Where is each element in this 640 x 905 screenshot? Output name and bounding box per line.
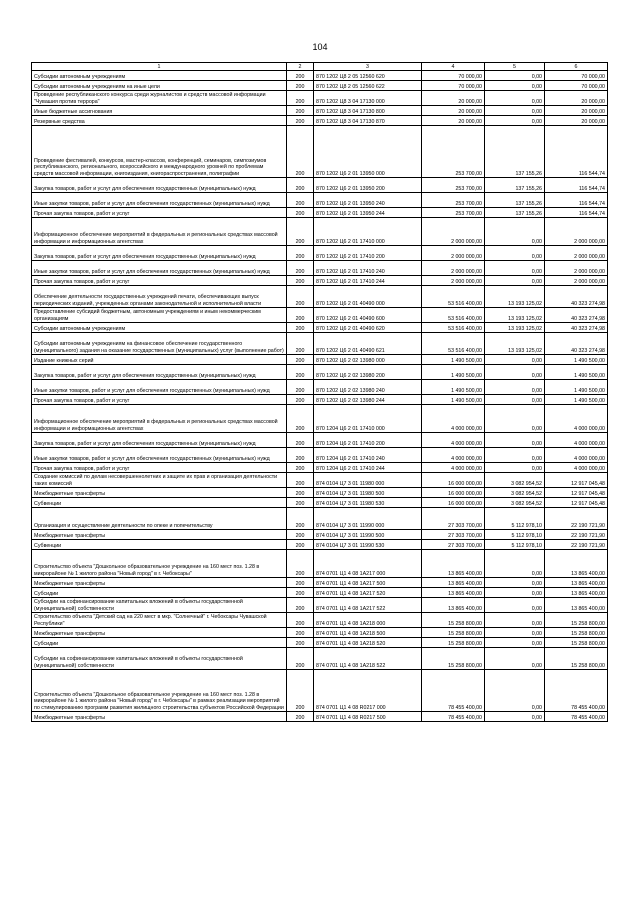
row-executed-amount-cell: 0,00	[485, 588, 545, 598]
row-budget-code-cell: 870 1202 Ц8 3 04 17130 000	[314, 91, 422, 106]
table-row	[32, 193, 608, 208]
column-header: 1	[32, 63, 287, 71]
row-admin-code-cell: 200	[287, 448, 314, 463]
row-budget-code-cell: 870 1202 Ц6 2 01 40490 621	[314, 333, 422, 355]
column-header: 2	[287, 63, 314, 71]
table-row	[32, 333, 608, 355]
row-remaining-amount-cell: 1 490 500,00	[545, 380, 608, 395]
row-name-cell: Строительство объекта "Детский сад на 220 мест в мкр. "Солнечный" г. Чебоксары Чувашской Республики"	[32, 613, 287, 628]
row-executed-amount-cell: 3 082 954,52	[485, 488, 545, 498]
row-executed-amount-cell: 5 112 978,10	[485, 508, 545, 530]
row-planned-amount-cell: 53 516 400,00	[422, 323, 485, 333]
row-executed-amount-cell: 0,00	[485, 395, 545, 405]
row-executed-amount-cell: 0,00	[485, 355, 545, 365]
row-budget-code-cell: 870 1204 Ц6 2 01 17410 000	[314, 405, 422, 433]
table-row	[32, 106, 608, 116]
row-name-cell: Субсидии	[32, 588, 287, 598]
row-executed-amount-cell: 0,00	[485, 380, 545, 395]
row-planned-amount-cell: 4 000 000,00	[422, 463, 485, 473]
row-name-cell: Иные закупки товаров, работ и услуг для обеспечения государственных (муниципальных) нужд	[32, 448, 287, 463]
row-remaining-amount-cell: 15 258 800,00	[545, 648, 608, 670]
row-admin-code-cell: 200	[287, 613, 314, 628]
table-row	[32, 395, 608, 405]
table-row	[32, 91, 608, 106]
row-admin-code-cell: 200	[287, 246, 314, 261]
row-planned-amount-cell: 2 000 000,00	[422, 261, 485, 276]
row-name-cell: Субвенции	[32, 498, 287, 508]
row-name-cell: Субсидии автономным учреждениям на иные цели	[32, 81, 287, 91]
row-remaining-amount-cell: 4 000 000,00	[545, 463, 608, 473]
row-executed-amount-cell: 5 112 978,10	[485, 530, 545, 540]
column-header: 6	[545, 63, 608, 71]
table-row	[32, 488, 608, 498]
row-executed-amount-cell: 0,00	[485, 218, 545, 246]
row-admin-code-cell: 200	[287, 550, 314, 578]
row-name-cell: Субвенции	[32, 540, 287, 550]
row-planned-amount-cell: 20 000,00	[422, 116, 485, 126]
row-admin-code-cell: 200	[287, 333, 314, 355]
row-name-cell: Субсидии автономным учреждениям	[32, 71, 287, 81]
row-budget-code-cell: 874 0701 Ц1 4 08 1А217 000	[314, 550, 422, 578]
row-remaining-amount-cell: 116 544,74	[545, 193, 608, 208]
row-remaining-amount-cell: 13 865 400,00	[545, 550, 608, 578]
row-remaining-amount-cell: 40 323 274,98	[545, 333, 608, 355]
row-remaining-amount-cell: 116 544,74	[545, 208, 608, 218]
row-budget-code-cell: 874 0104 Ц7 3 01 11990 000	[314, 508, 422, 530]
table-header-row	[32, 63, 608, 71]
row-planned-amount-cell: 15 258 800,00	[422, 638, 485, 648]
row-budget-code-cell: 870 1202 Ц8 3 04 17130 800	[314, 106, 422, 116]
row-remaining-amount-cell: 15 258 800,00	[545, 628, 608, 638]
table-row	[32, 498, 608, 508]
row-admin-code-cell: 200	[287, 276, 314, 286]
row-planned-amount-cell: 13 865 400,00	[422, 578, 485, 588]
table-row	[32, 712, 608, 722]
row-planned-amount-cell: 1 490 500,00	[422, 365, 485, 380]
row-executed-amount-cell: 0,00	[485, 613, 545, 628]
table-row	[32, 218, 608, 246]
row-name-cell: Закупка товаров, работ и услуг для обеспечения государственных (муниципальных) нужд	[32, 365, 287, 380]
row-admin-code-cell: 200	[287, 126, 314, 178]
row-budget-code-cell: 870 1202 Ц6 2 01 17410 000	[314, 218, 422, 246]
row-budget-code-cell: 870 1202 Ц8 2 05 12560 622	[314, 81, 422, 91]
row-name-cell: Резервные средства	[32, 116, 287, 126]
row-planned-amount-cell: 15 258 800,00	[422, 613, 485, 628]
row-name-cell: Информационное обеспечение мероприятий в федеральных и региональных средствах массовой информации и информационных агентствах	[32, 405, 287, 433]
row-executed-amount-cell: 0,00	[485, 712, 545, 722]
row-budget-code-cell: 870 1202 Ц6 2 01 13950 200	[314, 178, 422, 193]
row-planned-amount-cell: 1 490 500,00	[422, 380, 485, 395]
row-executed-amount-cell: 0,00	[485, 550, 545, 578]
row-executed-amount-cell: 3 082 954,52	[485, 498, 545, 508]
row-name-cell: Прочая закупка товаров, работ и услуг	[32, 208, 287, 218]
row-remaining-amount-cell: 4 000 000,00	[545, 405, 608, 433]
row-remaining-amount-cell: 12 917 045,48	[545, 473, 608, 488]
row-name-cell: Межбюджетные трансферты	[32, 628, 287, 638]
row-remaining-amount-cell: 2 000 000,00	[545, 218, 608, 246]
row-name-cell: Закупка товаров, работ и услуг для обеспечения государственных (муниципальных) нужд	[32, 178, 287, 193]
table-row	[32, 448, 608, 463]
row-planned-amount-cell: 253 700,00	[422, 193, 485, 208]
table-row	[32, 246, 608, 261]
row-admin-code-cell: 200	[287, 395, 314, 405]
row-executed-amount-cell: 0,00	[485, 598, 545, 613]
row-name-cell: Информационное обеспечение мероприятий в федеральных и региональных средствах массовой информации и информационных агентствах	[32, 218, 287, 246]
row-name-cell: Иные бюджетные ассигнования	[32, 106, 287, 116]
row-admin-code-cell: 200	[287, 508, 314, 530]
row-name-cell: Строительство объекта "Дошкольное образовательное учреждение на 160 мест поз. 1.28 в микрорайоне № 1 жилого района "Новый город" в г. Чебоксары" в рамках реализации мероприятий по стимулированию программ развития жилищного строительства субъектов Российской Федерации	[32, 670, 287, 712]
row-admin-code-cell: 200	[287, 355, 314, 365]
table-row	[32, 286, 608, 308]
table-row	[32, 508, 608, 530]
row-planned-amount-cell: 1 490 500,00	[422, 355, 485, 365]
table-row	[32, 530, 608, 540]
table-row	[32, 578, 608, 588]
row-executed-amount-cell: 0,00	[485, 261, 545, 276]
row-remaining-amount-cell: 15 258 800,00	[545, 638, 608, 648]
row-executed-amount-cell: 0,00	[485, 648, 545, 670]
row-planned-amount-cell: 78 455 400,00	[422, 670, 485, 712]
table-row	[32, 355, 608, 365]
row-name-cell: Прочая закупка товаров, работ и услуг	[32, 395, 287, 405]
row-planned-amount-cell: 4 000 000,00	[422, 448, 485, 463]
row-name-cell: Создание комиссий по делам несовершеннолетних и защите их прав и организация деятельности таких комиссий	[32, 473, 287, 488]
budget-table	[31, 62, 608, 722]
row-remaining-amount-cell: 4 000 000,00	[545, 448, 608, 463]
row-budget-code-cell: 870 1202 Ц6 2 02 13980 200	[314, 365, 422, 380]
row-budget-code-cell: 874 0701 Ц1 4 08 1А218 500	[314, 628, 422, 638]
row-admin-code-cell: 200	[287, 323, 314, 333]
table-row	[32, 628, 608, 638]
row-remaining-amount-cell: 22 190 721,90	[545, 530, 608, 540]
row-remaining-amount-cell: 40 323 274,98	[545, 308, 608, 323]
row-admin-code-cell: 200	[287, 405, 314, 433]
table-row	[32, 380, 608, 395]
row-admin-code-cell: 200	[287, 218, 314, 246]
row-planned-amount-cell: 70 000,00	[422, 81, 485, 91]
row-planned-amount-cell: 53 516 400,00	[422, 333, 485, 355]
table-row	[32, 276, 608, 286]
row-name-cell: Закупка товаров, работ и услуг для обеспечения государственных (муниципальных) нужд	[32, 246, 287, 261]
row-budget-code-cell: 870 1202 Ц6 2 02 13980 000	[314, 355, 422, 365]
row-executed-amount-cell: 0,00	[485, 405, 545, 433]
row-executed-amount-cell: 0,00	[485, 433, 545, 448]
row-planned-amount-cell: 2 000 000,00	[422, 276, 485, 286]
row-remaining-amount-cell: 40 323 274,98	[545, 286, 608, 308]
row-executed-amount-cell: 0,00	[485, 246, 545, 261]
table-row	[32, 613, 608, 628]
row-admin-code-cell: 200	[287, 81, 314, 91]
row-executed-amount-cell: 0,00	[485, 365, 545, 380]
table-row	[32, 588, 608, 598]
row-name-cell: Иные закупки товаров, работ и услуг для обеспечения государственных (муниципальных) нужд	[32, 193, 287, 208]
row-budget-code-cell: 874 0104 Ц7 3 01 11980 500	[314, 488, 422, 498]
row-budget-code-cell: 870 1202 Ц6 2 01 13950 000	[314, 126, 422, 178]
row-admin-code-cell: 200	[287, 433, 314, 448]
row-budget-code-cell: 874 0104 Ц7 3 01 11990 500	[314, 530, 422, 540]
table-row	[32, 116, 608, 126]
row-planned-amount-cell: 15 258 800,00	[422, 628, 485, 638]
row-executed-amount-cell: 0,00	[485, 578, 545, 588]
row-remaining-amount-cell: 1 490 500,00	[545, 365, 608, 380]
row-budget-code-cell: 874 0104 Ц7 3 01 11990 530	[314, 540, 422, 550]
row-name-cell: Субсидии на софинансирование капитальных вложений в объекты государственной (муниципальной) собственности	[32, 648, 287, 670]
row-name-cell: Закупка товаров, работ и услуг для обеспечения государственных (муниципальных) нужд	[32, 433, 287, 448]
row-remaining-amount-cell: 20 000,00	[545, 91, 608, 106]
row-planned-amount-cell: 27 303 700,00	[422, 540, 485, 550]
row-planned-amount-cell: 15 258 800,00	[422, 648, 485, 670]
row-executed-amount-cell: 0,00	[485, 463, 545, 473]
row-admin-code-cell: 200	[287, 380, 314, 395]
row-remaining-amount-cell: 2 000 000,00	[545, 246, 608, 261]
row-planned-amount-cell: 16 000 000,00	[422, 498, 485, 508]
row-name-cell: Проведение республиканского конкурса среди журналистов и средств массовой информации "Чувашия против террора"	[32, 91, 287, 106]
row-planned-amount-cell: 13 865 400,00	[422, 598, 485, 613]
row-admin-code-cell: 200	[287, 578, 314, 588]
row-planned-amount-cell: 27 303 700,00	[422, 530, 485, 540]
row-budget-code-cell: 870 1204 Ц6 2 01 17410 244	[314, 463, 422, 473]
row-remaining-amount-cell: 1 490 500,00	[545, 355, 608, 365]
row-admin-code-cell: 200	[287, 261, 314, 276]
row-admin-code-cell: 200	[287, 670, 314, 712]
row-name-cell: Прочая закупка товаров, работ и услуг	[32, 276, 287, 286]
row-name-cell: Субсидии автономным учреждениям на финансовое обеспечение государственного (муниципального) задания на оказание государственных (муниципальных) услуг (выполнение работ)	[32, 333, 287, 355]
row-budget-code-cell: 874 0701 Ц1 4 08 1А217 500	[314, 578, 422, 588]
row-budget-code-cell: 874 0104 Ц7 3 01 11980 000	[314, 473, 422, 488]
row-budget-code-cell: 870 1202 Ц6 2 01 40490 620	[314, 323, 422, 333]
row-budget-code-cell: 870 1202 Ц6 2 01 13950 240	[314, 193, 422, 208]
row-remaining-amount-cell: 22 190 721,90	[545, 508, 608, 530]
row-budget-code-cell: 870 1202 Ц6 2 01 40490 600	[314, 308, 422, 323]
page-number: 104	[312, 42, 328, 52]
row-executed-amount-cell: 0,00	[485, 81, 545, 91]
row-admin-code-cell: 200	[287, 488, 314, 498]
row-executed-amount-cell: 0,00	[485, 276, 545, 286]
row-admin-code-cell: 200	[287, 540, 314, 550]
table-row	[32, 598, 608, 613]
row-remaining-amount-cell: 13 865 400,00	[545, 578, 608, 588]
row-planned-amount-cell: 20 000,00	[422, 106, 485, 116]
row-name-cell: Организация и осуществление деятельности по опеке и попечительству	[32, 508, 287, 530]
table-row	[32, 540, 608, 550]
row-admin-code-cell: 200	[287, 648, 314, 670]
row-name-cell: Субсидии на софинансирование капитальных вложений в объекты государственной (муниципальной) собственности	[32, 598, 287, 613]
row-admin-code-cell: 200	[287, 106, 314, 116]
table-row	[32, 323, 608, 333]
row-executed-amount-cell: 137 155,26	[485, 126, 545, 178]
row-executed-amount-cell: 137 155,26	[485, 178, 545, 193]
row-remaining-amount-cell: 78 455 400,00	[545, 712, 608, 722]
row-budget-code-cell: 874 0701 Ц1 4 08 1А217 522	[314, 598, 422, 613]
row-budget-code-cell: 870 1202 Ц6 2 02 13980 244	[314, 395, 422, 405]
row-planned-amount-cell: 13 865 400,00	[422, 550, 485, 578]
table-row	[32, 463, 608, 473]
row-executed-amount-cell: 0,00	[485, 116, 545, 126]
row-admin-code-cell: 200	[287, 365, 314, 380]
row-planned-amount-cell: 2 000 000,00	[422, 246, 485, 261]
table-row	[32, 405, 608, 433]
row-planned-amount-cell: 13 865 400,00	[422, 588, 485, 598]
row-budget-code-cell: 874 0701 Ц1 4 08 1А217 520	[314, 588, 422, 598]
row-admin-code-cell: 200	[287, 116, 314, 126]
row-executed-amount-cell: 13 193 125,02	[485, 308, 545, 323]
row-executed-amount-cell: 0,00	[485, 448, 545, 463]
row-executed-amount-cell: 3 082 954,52	[485, 473, 545, 488]
row-remaining-amount-cell: 70 000,00	[545, 71, 608, 81]
row-planned-amount-cell: 16 000 000,00	[422, 488, 485, 498]
row-admin-code-cell: 200	[287, 498, 314, 508]
row-remaining-amount-cell: 12 917 045,48	[545, 498, 608, 508]
row-budget-code-cell: 870 1202 Ц6 2 01 40490 000	[314, 286, 422, 308]
row-name-cell: Издание книжных серий	[32, 355, 287, 365]
row-executed-amount-cell: 5 112 978,10	[485, 540, 545, 550]
row-planned-amount-cell: 253 700,00	[422, 126, 485, 178]
row-planned-amount-cell: 27 303 700,00	[422, 508, 485, 530]
row-remaining-amount-cell: 2 000 000,00	[545, 276, 608, 286]
row-remaining-amount-cell: 1 490 500,00	[545, 395, 608, 405]
row-executed-amount-cell: 0,00	[485, 71, 545, 81]
row-executed-amount-cell: 137 155,26	[485, 193, 545, 208]
table-row	[32, 638, 608, 648]
column-header: 3	[314, 63, 422, 71]
row-admin-code-cell: 200	[287, 473, 314, 488]
row-budget-code-cell: 870 1202 Ц6 2 01 17410 200	[314, 246, 422, 261]
row-name-cell: Проведение фестивалей, конкурсов, мастер-классов, конференций, семинаров, симпозиумов республиканского, регионального, всероссийского и международного уровней по проблемам средств массовой информации, книгоиздания, книгораспространения, полиграфии	[32, 126, 287, 178]
row-executed-amount-cell: 0,00	[485, 638, 545, 648]
row-name-cell: Межбюджетные трансферты	[32, 578, 287, 588]
row-planned-amount-cell: 16 000 000,00	[422, 473, 485, 488]
row-budget-code-cell: 874 0701 Ц1 4 08 R0217 000	[314, 670, 422, 712]
table-row	[32, 648, 608, 670]
row-admin-code-cell: 200	[287, 308, 314, 323]
table-row	[32, 208, 608, 218]
row-planned-amount-cell: 53 516 400,00	[422, 308, 485, 323]
row-planned-amount-cell: 78 455 400,00	[422, 712, 485, 722]
row-name-cell: Иные закупки товаров, работ и услуг для обеспечения государственных (муниципальных) нужд	[32, 261, 287, 276]
row-remaining-amount-cell: 13 865 400,00	[545, 588, 608, 598]
row-planned-amount-cell: 4 000 000,00	[422, 433, 485, 448]
row-remaining-amount-cell: 116 544,74	[545, 178, 608, 193]
row-planned-amount-cell: 70 000,00	[422, 71, 485, 81]
row-admin-code-cell: 200	[287, 193, 314, 208]
row-executed-amount-cell: 0,00	[485, 106, 545, 116]
row-executed-amount-cell: 137 155,26	[485, 208, 545, 218]
table-row	[32, 473, 608, 488]
row-admin-code-cell: 200	[287, 208, 314, 218]
row-remaining-amount-cell: 12 917 045,48	[545, 488, 608, 498]
row-executed-amount-cell: 13 193 125,02	[485, 333, 545, 355]
row-remaining-amount-cell: 13 865 400,00	[545, 598, 608, 613]
table-row	[32, 71, 608, 81]
row-admin-code-cell: 200	[287, 628, 314, 638]
row-planned-amount-cell: 53 516 400,00	[422, 286, 485, 308]
row-budget-code-cell: 870 1202 Ц6 2 01 13950 244	[314, 208, 422, 218]
row-remaining-amount-cell: 78 455 400,00	[545, 670, 608, 712]
row-remaining-amount-cell: 2 000 000,00	[545, 261, 608, 276]
row-remaining-amount-cell: 40 323 274,98	[545, 323, 608, 333]
row-budget-code-cell: 870 1202 Ц8 3 04 17130 870	[314, 116, 422, 126]
table-row	[32, 178, 608, 193]
row-executed-amount-cell: 13 193 125,02	[485, 323, 545, 333]
row-budget-code-cell: 870 1202 Ц6 2 01 17410 244	[314, 276, 422, 286]
row-admin-code-cell: 200	[287, 530, 314, 540]
row-budget-code-cell: 870 1202 Ц6 2 01 17410 240	[314, 261, 422, 276]
row-admin-code-cell: 200	[287, 598, 314, 613]
row-budget-code-cell: 870 1204 Ц6 2 01 17410 240	[314, 448, 422, 463]
table-row	[32, 261, 608, 276]
row-name-cell: Строительство объекта "Дошкольное образовательное учреждение на 160 мест поз. 1.28 в микрорайоне № 1 жилого района "Новый город" в г. Чебоксары"	[32, 550, 287, 578]
row-name-cell: Обеспечение деятельности государственных учреждений печати, обеспечивающих выпуск периодических изданий, учрежденных органами законодательной и исполнительной власти	[32, 286, 287, 308]
row-executed-amount-cell: 13 193 125,02	[485, 286, 545, 308]
column-header: 4	[422, 63, 485, 71]
row-planned-amount-cell: 4 000 000,00	[422, 405, 485, 433]
row-name-cell: Субсидии	[32, 638, 287, 648]
row-planned-amount-cell: 253 700,00	[422, 208, 485, 218]
table-row	[32, 81, 608, 91]
row-remaining-amount-cell: 22 190 721,90	[545, 540, 608, 550]
row-planned-amount-cell: 20 000,00	[422, 91, 485, 106]
row-budget-code-cell: 874 0701 Ц1 4 08 1А218 520	[314, 638, 422, 648]
row-budget-code-cell: 874 0701 Ц1 4 08 R0217 500	[314, 712, 422, 722]
row-planned-amount-cell: 2 000 000,00	[422, 218, 485, 246]
row-remaining-amount-cell: 20 000,00	[545, 106, 608, 116]
table-row	[32, 433, 608, 448]
row-admin-code-cell: 200	[287, 71, 314, 81]
row-admin-code-cell: 200	[287, 463, 314, 473]
row-name-cell: Межбюджетные трансферты	[32, 488, 287, 498]
row-remaining-amount-cell: 116 544,74	[545, 126, 608, 178]
table-row	[32, 670, 608, 712]
row-executed-amount-cell: 0,00	[485, 91, 545, 106]
row-budget-code-cell: 870 1202 Ц6 2 02 13980 240	[314, 380, 422, 395]
row-budget-code-cell: 874 0104 Ц7 3 01 11980 530	[314, 498, 422, 508]
row-budget-code-cell: 874 0701 Ц1 4 08 1А218 000	[314, 613, 422, 628]
row-admin-code-cell: 200	[287, 91, 314, 106]
row-budget-code-cell: 870 1202 Ц8 2 05 12560 620	[314, 71, 422, 81]
row-remaining-amount-cell: 4 000 000,00	[545, 433, 608, 448]
row-name-cell: Предоставление субсидий бюджетным, автономным учреждениям и иным некоммерческим организациям	[32, 308, 287, 323]
row-executed-amount-cell: 0,00	[485, 670, 545, 712]
row-name-cell: Прочая закупка товаров, работ и услуг	[32, 463, 287, 473]
row-admin-code-cell: 200	[287, 588, 314, 598]
table-row	[32, 365, 608, 380]
row-planned-amount-cell: 1 490 500,00	[422, 395, 485, 405]
row-admin-code-cell: 200	[287, 178, 314, 193]
row-admin-code-cell: 200	[287, 286, 314, 308]
table-row	[32, 550, 608, 578]
row-executed-amount-cell: 0,00	[485, 628, 545, 638]
column-header: 5	[485, 63, 545, 71]
row-budget-code-cell: 874 0701 Ц1 4 08 1А218 522	[314, 648, 422, 670]
row-admin-code-cell: 200	[287, 712, 314, 722]
row-budget-code-cell: 870 1204 Ц6 2 01 17410 200	[314, 433, 422, 448]
table-row	[32, 308, 608, 323]
row-planned-amount-cell: 253 700,00	[422, 178, 485, 193]
row-name-cell: Межбюджетные трансферты	[32, 712, 287, 722]
row-name-cell: Межбюджетные трансферты	[32, 530, 287, 540]
row-remaining-amount-cell: 70 000,00	[545, 81, 608, 91]
row-admin-code-cell: 200	[287, 638, 314, 648]
table-row	[32, 126, 608, 178]
row-name-cell: Иные закупки товаров, работ и услуг для обеспечения государственных (муниципальных) нужд	[32, 380, 287, 395]
row-remaining-amount-cell: 20 000,00	[545, 116, 608, 126]
row-remaining-amount-cell: 15 258 800,00	[545, 613, 608, 628]
row-name-cell: Субсидии автономным учреждениям	[32, 323, 287, 333]
